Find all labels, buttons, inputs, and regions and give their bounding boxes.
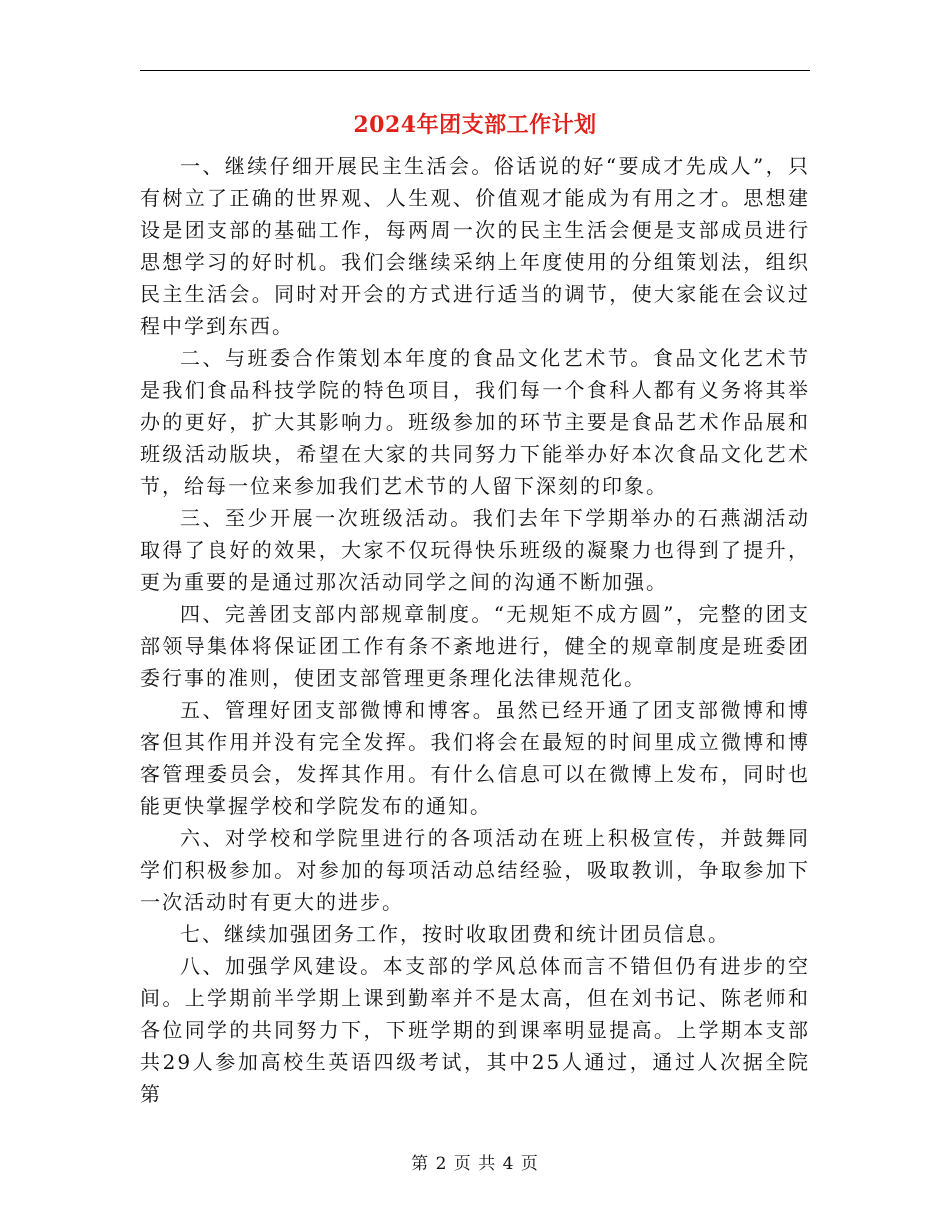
paragraph-3: 三、至少开展一次班级活动。我们去年下学期举办的石燕湖活动取得了良好的效果，大家不仅玩得快乐班级的凝聚力也得到了提升，更为重要的是通过那次活动同学之间的沟通不断加强。 [140, 506, 810, 594]
document-title: 2024年团支部工作计划 [353, 112, 597, 138]
paragraph-5: 五、管理好团支部微博和博客。虽然已经开通了团支部微博和博客但其作用并没有完全发挥。我们将会在最短的时间里成立微博和博客管理委员会，发挥其作用。有什么信息可以在微博上发布，同时也能更快掌握学校和学院发布的通知。 [140, 698, 810, 818]
paragraph-8: 八、加强学风建设。本支部的学风总体而言不错但仍有进步的空间。上学期前半学期上课到勤率并不是太高，但在刘书记、陈老师和各位同学的共同努力下，下班学期的到课率明显提高。上学期本支部共29人参加高校生英语四级考试，其中25人通过，通过人次据全院第 [140, 954, 810, 1106]
paragraph-1: 一、继续仔细开展民主生活会。俗话说的好“要成才先成人”，只有树立了正确的世界观、人生观、价值观才能成为有用之才。思想建设是团支部的基础工作，每两周一次的民主生活会便是支部成员进行思想学习的好时机。我们会继续采纳上年度使用的分组策划法，组织民主生活会。同时对开会的方式进行适当的调节，使大家能在会议过程中学到东西。 [140, 154, 810, 338]
paragraph-7: 七、继续加强团务工作，按时收取团费和统计团员信息。 [180, 922, 730, 946]
document-body [140, 150, 810, 1110]
header-rule [140, 70, 810, 71]
page-number-footer: 第 2 页 共 4 页 [411, 1154, 539, 1174]
paragraph-6: 六、对学校和学院里进行的各项活动在班上积极宣传，并鼓舞同学们积极参加。对参加的每项活动总结经验，吸取教训，争取参加下一次活动时有更大的进步。 [140, 826, 810, 914]
paragraph-2: 二、与班委合作策划本年度的食品文化艺术节。食品文化艺术节是我们食品科技学院的特色项目，我们每一个食科人都有义务将其举办的更好，扩大其影响力。班级参加的环节主要是食品艺术作品展和班级活动版块，希望在大家的共同努力下能举办好本次食品文化艺术节，给每一位来参加我们艺术节的人留下深刻的印象。 [140, 346, 810, 498]
paragraph-4: 四、完善团支部内部规章制度。“无规矩不成方圆”，完整的团支部领导集体将保证团工作有条不紊地进行，健全的规章制度是班委团委行事的准则，使团支部管理更条理化法律规范化。 [140, 602, 810, 690]
